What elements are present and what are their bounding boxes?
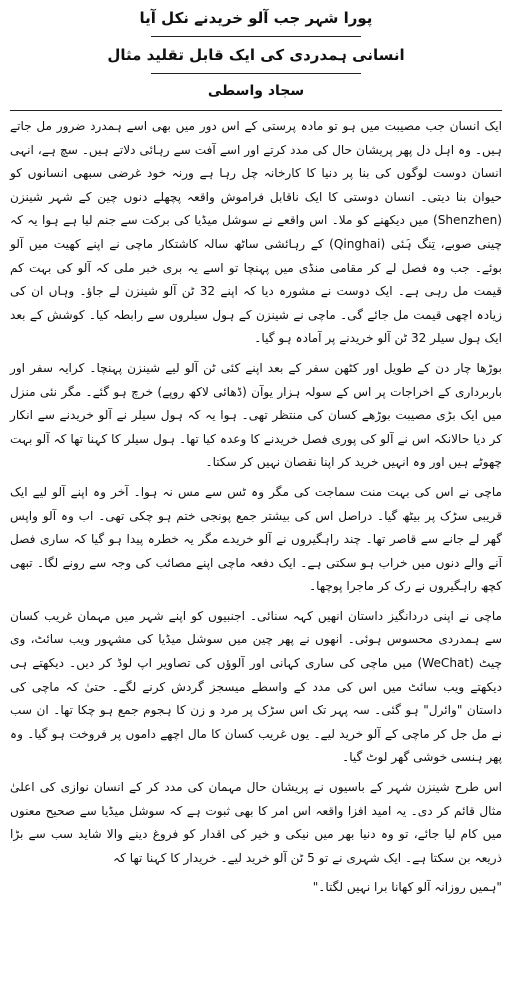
headline-line-2: انسانی ہمدردی کی ایک قابل تقلید مثال [107,46,405,64]
headline-divider-1 [151,36,361,37]
paragraph-5: اس طرح شینزن شہر کے باسیوں نے پریشان حال مہمان کی مدد کر کے انسان نوازی کی اعلیٰ مثال قائم کر دی۔ یہ امید افزا واقعہ اس امر کا بھی ثبوت ہے کہ سوشل میڈیا سے صحیح معنوں میں کام لیا جائے، تو وہ دنیا بھر میں نیکی و خیر کی اقدار کو فروغ دینے والا شاید سب سے بڑا ذریعہ بن سکتا ہے۔ ایک شہری نے تو 5 ٹن آلو خرید لیے۔ خریدار کا کہنا تھا کہ [10,780,502,865]
headline-line-1: پورا شہر جب آلو خریدنے نکل آیا [139,9,373,27]
paragraph-4: ماچی نے اپنی دردانگیز داستان انھیں کہہ سنائی۔ اجنبیوں کو اپنے شہر میں مہمان غریب کسان سے ہمدردی محسوس ہوئی۔ انھوں نے پھر چین میں سوشل میڈیا کی مشہور ویب سائٹ، وی چیٹ (WeChat) میں ماچی کی ساری کہانی اور آلوؤں کی تصاویر اپ لوڈ کر دیں۔ دیکھتے ہی دیکھتے ویب سائٹ میں اس کی مدد کے واسطے میسجز گردش کرنے لگے۔ حتیٰ کہ ماچی کی داستان "وائرل" ہو گئی۔ سہ پہر تک اس سڑک پر مرد و زن کا ہجوم جمع ہو چکا تھا۔ ان سب نے مل جل کر ماچی کے آلو خرید لیے۔ یوں غریب کسان کا مال اچھے داموں پر فروخت ہو گیا۔ وہ پھر ہنسی خوشی گھر لوٹ گیا۔ [10,608,502,765]
paragraph-3: ماچی نے اس کی بہت منت سماجت کی مگر وہ ٹس سے مس نہ ہوا۔ آخر وہ اپنے آلو لیے ایک قریبی سڑک پر بیٹھ گیا۔ دراصل اس کی بیشتر جمع پونجی ختم ہو چکی تھی۔ اب وہ آلو واپس گھر لے جانے سے قاصر تھا۔ چند راہگیروں نے آلو خریدے مگر یہ خطرہ پیدا ہو گیا کہ ساری فصل آنے والے دنوں میں خراب ہو سکتی ہے۔ ایک دفعہ ماچی اپنے مصائب کی وجہ سے رونے لگا۔ تبھی کچھ راہگیروں نے رک کر ماجرا پوچھا۔ [10,484,502,594]
paragraph-1: ایک انسان جب مصیبت میں ہو تو مادہ پرستی کے اس دور میں بھی اسے ہمدرد ضرور مل جاتے ہیں۔ وہ اہل دل پھر پریشان حال کی مدد کرتے اور اسے آفت سے رہائی دلاتے ہیں۔ سچ ہے، انہی انسان دوست لوگوں کی بنا پر دنیا کا کارخانہ چل رہا ہے ورنہ خود غرضی سبھی انسانوں کو حیوان بنا دیتی۔ انسان دوستی کا ایک ناقابل فراموش واقعہ پچھلے دنوں چین کے شہر شینزن (Shenzhen) میں دیکھنے کو ملا۔ اس واقعے نے سوشل میڈیا کی برکت سے جنم لیا ہے ہوا یہ کہ چینی صوبے، تِنگ ہَئی (Qinghai) کے رہائشی ساٹھ سالہ کاشتکار ماچی نے اپنے کھیت میں آلو بوئے۔ جب وہ فصل لے کر مقامی منڈی میں پہنچا تو اسے یہ بری خبر ملی کہ آلو کی بہت کم قیمت مل رہی ہے۔ ایک دوست نے مشورہ دیا کہ اپنے 32 ٹن آلو شینزن لے جاؤ۔ وہاں ان کی زیادہ اچھی قیمت مل جائے گی۔ ماچی نے شینزن کے ہول سیلروں سے رابطہ کیا۔ کوشش کے بعد ایک ہول سیلر 32 ٹن آلو خریدنے پر آمادہ ہو گیا۔ [10,119,502,346]
closing-quote: "ہمیں روزانہ آلو کھانا برا نہیں لگتا۔" [312,880,502,895]
headline-divider-2 [151,73,361,74]
paragraph-2: بوڑھا چار دن کے طویل اور کٹھن سفر کے بعد اپنے کئی ٹن آلو لیے شینزن پہنچا۔ کرایہ سفر اور باربرداری کے اخراجات پر اس کے سولہ ہزار یوآن (ڈھائی لاکھ روپے) خرچ ہو گئے۔ مگر نئی منزل میں ایک بڑی مصیبت بوڑھے کسان کی منتظر تھی۔ ہوا یہ کہ ہول سیلر نے آلو خریدنے سے انکار کر دیا حالانکہ اس نے آلو کی پوری فصل خریدنے کا وعدہ کیا تھا۔ ہول سیلر کا کہنا تھا کہ آلو بہت چھوٹے ہیں اور وہ انہیں خرید کر اپنا نقصان نہیں کر سکتا۔ [10,360,502,470]
author-byline: سجاد واسطی [207,83,305,99]
body-divider [10,110,502,111]
